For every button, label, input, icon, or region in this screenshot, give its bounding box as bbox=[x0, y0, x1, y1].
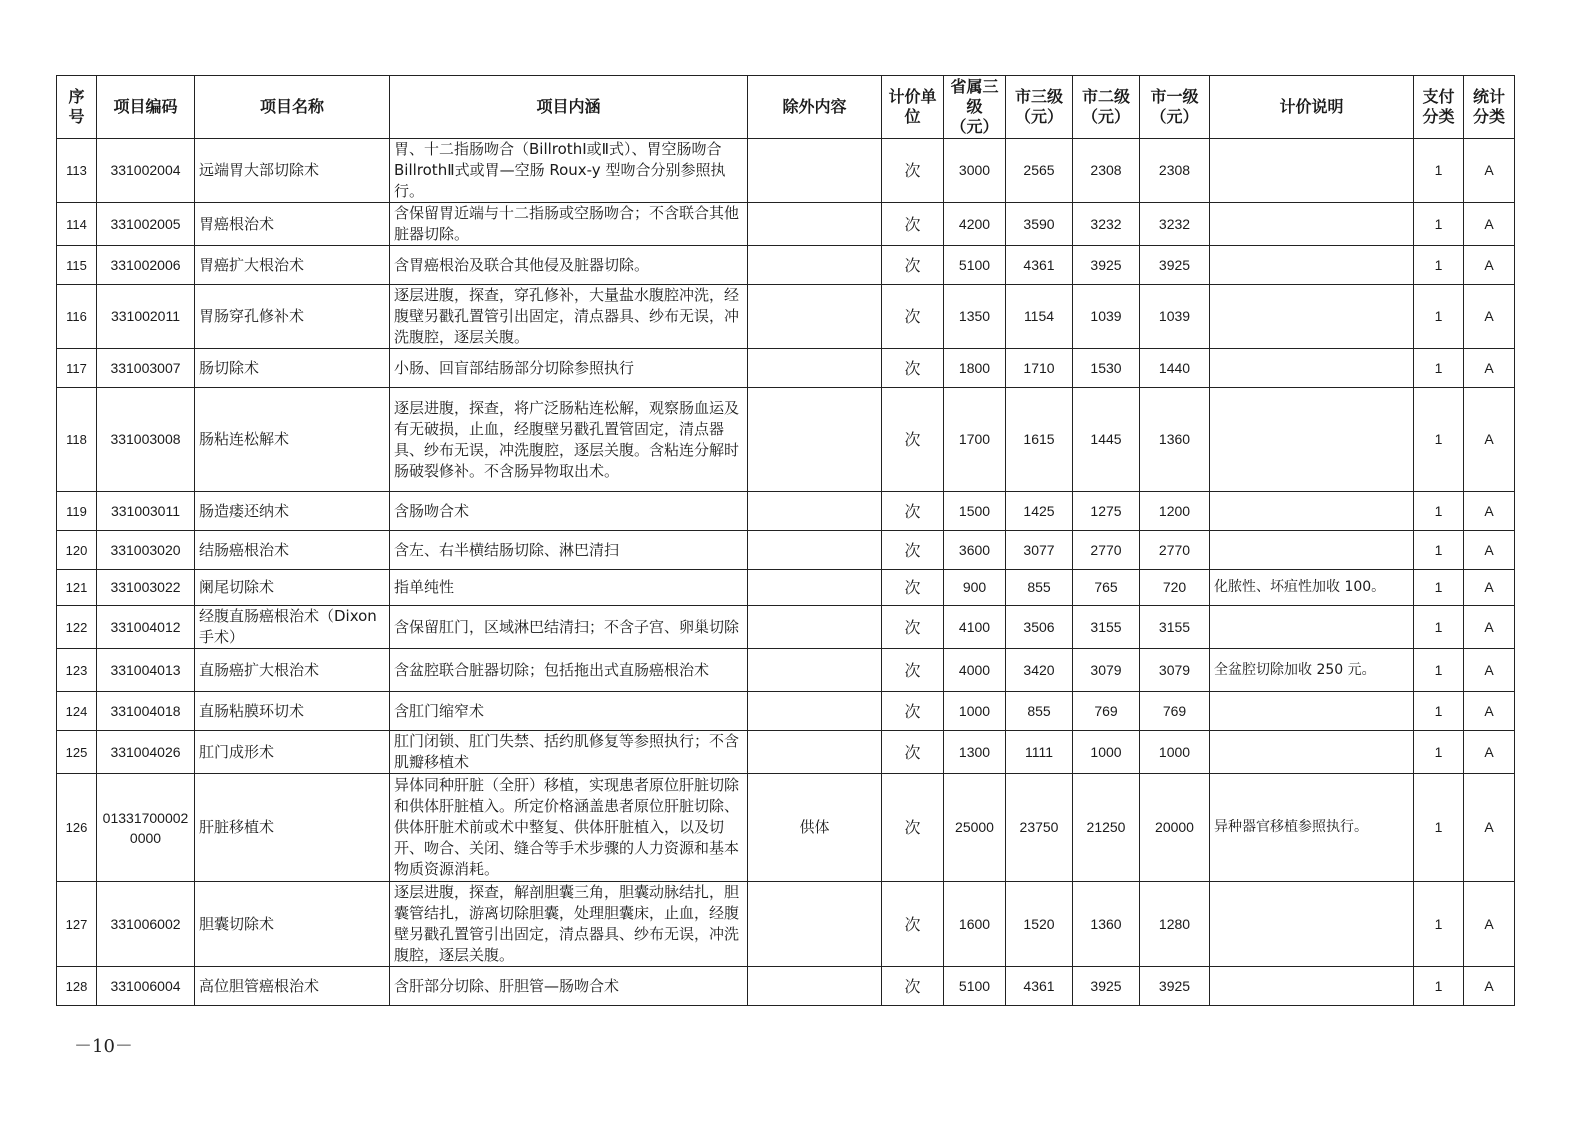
cell-seq: 128 bbox=[57, 967, 97, 1006]
cell-seq: 113 bbox=[57, 139, 97, 203]
cell-name: 肝脏移植术 bbox=[195, 774, 390, 882]
cell-pay: 1 bbox=[1414, 692, 1464, 731]
cell-code: 331004018 bbox=[97, 692, 195, 731]
cell-city2: 1039 bbox=[1073, 285, 1140, 349]
cell-content: 含保留肛门，区域淋巴结清扫；不含子宫、卵巢切除 bbox=[390, 606, 748, 649]
cell-name: 胃肠穿孔修补术 bbox=[195, 285, 390, 349]
cell-pay: 1 bbox=[1414, 349, 1464, 388]
cell-city3: 855 bbox=[1006, 692, 1073, 731]
cell-unit: 次 bbox=[882, 774, 944, 882]
cell-name: 肛门成形术 bbox=[195, 731, 390, 774]
cell-seq: 115 bbox=[57, 246, 97, 285]
cell-content: 含肠吻合术 bbox=[390, 492, 748, 531]
cell-seq: 118 bbox=[57, 388, 97, 492]
header-code: 项目编码 bbox=[97, 76, 195, 139]
cell-city2: 3079 bbox=[1073, 649, 1140, 692]
cell-excluded bbox=[748, 531, 882, 570]
cell-excluded bbox=[748, 649, 882, 692]
cell-note: 异种器官移植参照执行。 bbox=[1210, 774, 1414, 882]
cell-stat: A bbox=[1464, 203, 1515, 246]
cell-note bbox=[1210, 246, 1414, 285]
cell-unit: 次 bbox=[882, 246, 944, 285]
cell-unit: 次 bbox=[882, 492, 944, 531]
cell-seq: 119 bbox=[57, 492, 97, 531]
cell-note bbox=[1210, 139, 1414, 203]
cell-city1: 3232 bbox=[1140, 203, 1210, 246]
cell-name: 肠造瘘还纳术 bbox=[195, 492, 390, 531]
cell-prov3: 4100 bbox=[944, 606, 1006, 649]
cell-city2: 3925 bbox=[1073, 246, 1140, 285]
cell-pay: 1 bbox=[1414, 531, 1464, 570]
cell-note: 化脓性、坏疽性加收 100。 bbox=[1210, 570, 1414, 606]
cell-pay: 1 bbox=[1414, 882, 1464, 967]
cell-code: 331003022 bbox=[97, 570, 195, 606]
cell-content: 指单纯性 bbox=[390, 570, 748, 606]
cell-seq: 114 bbox=[57, 203, 97, 246]
cell-prov3: 1000 bbox=[944, 692, 1006, 731]
cell-content: 逐层进腹，探查，解剖胆囊三角，胆囊动脉结扎，胆囊管结扎，游离切除胆囊，处理胆囊床，止血，经腹壁另戳孔置管引出固定，清点器具、纱布无误，冲洗腹腔，逐层关腹。 bbox=[390, 882, 748, 967]
table-row bbox=[57, 246, 1515, 285]
cell-code: 331003008 bbox=[97, 388, 195, 492]
cell-prov3: 1700 bbox=[944, 388, 1006, 492]
cell-name: 结肠癌根治术 bbox=[195, 531, 390, 570]
cell-city3: 3077 bbox=[1006, 531, 1073, 570]
cell-code: 331002005 bbox=[97, 203, 195, 246]
page-number: －10－ bbox=[74, 1036, 133, 1057]
cell-stat: A bbox=[1464, 531, 1515, 570]
header-name: 项目名称 bbox=[195, 76, 390, 139]
cell-note bbox=[1210, 882, 1414, 967]
table-body bbox=[57, 139, 1515, 1006]
cell-city1: 769 bbox=[1140, 692, 1210, 731]
cell-note bbox=[1210, 203, 1414, 246]
cell-prov3: 3000 bbox=[944, 139, 1006, 203]
cell-unit: 次 bbox=[882, 570, 944, 606]
cell-code: 331006002 bbox=[97, 882, 195, 967]
cell-content: 小肠、回盲部结肠部分切除参照执行 bbox=[390, 349, 748, 388]
cell-stat: A bbox=[1464, 285, 1515, 349]
cell-excluded bbox=[748, 492, 882, 531]
table-header bbox=[57, 76, 1515, 139]
cell-prov3: 4000 bbox=[944, 649, 1006, 692]
table-row bbox=[57, 531, 1515, 570]
table-row bbox=[57, 649, 1515, 692]
cell-note bbox=[1210, 388, 1414, 492]
cell-seq: 124 bbox=[57, 692, 97, 731]
cell-city2: 3925 bbox=[1073, 967, 1140, 1006]
cell-city1: 3079 bbox=[1140, 649, 1210, 692]
cell-prov3: 1600 bbox=[944, 882, 1006, 967]
cell-stat: A bbox=[1464, 649, 1515, 692]
table-row bbox=[57, 774, 1515, 882]
cell-name: 高位胆管癌根治术 bbox=[195, 967, 390, 1006]
cell-excluded bbox=[748, 203, 882, 246]
cell-city1: 1039 bbox=[1140, 285, 1210, 349]
cell-pay: 1 bbox=[1414, 246, 1464, 285]
header-excluded: 除外内容 bbox=[748, 76, 882, 139]
cell-seq: 116 bbox=[57, 285, 97, 349]
cell-content: 异体同种肝脏（全肝）移植，实现患者原位肝脏切除和供体肝脏植入。所定价格涵盖患者原位肝脏切除、供体肝脏术前或术中整复、供体肝脏植入，以及切开、吻合、关闭、缝合等手术步骤的人力资源和基本物质资源消耗。 bbox=[390, 774, 748, 882]
cell-city3: 3506 bbox=[1006, 606, 1073, 649]
table-row bbox=[57, 882, 1515, 967]
cell-unit: 次 bbox=[882, 731, 944, 774]
cell-prov3: 25000 bbox=[944, 774, 1006, 882]
cell-city3: 1111 bbox=[1006, 731, 1073, 774]
cell-excluded bbox=[748, 139, 882, 203]
table-row bbox=[57, 692, 1515, 731]
cell-pay: 1 bbox=[1414, 731, 1464, 774]
cell-content: 含左、右半横结肠切除、淋巴清扫 bbox=[390, 531, 748, 570]
cell-city2: 2770 bbox=[1073, 531, 1140, 570]
cell-unit: 次 bbox=[882, 285, 944, 349]
cell-prov3: 1350 bbox=[944, 285, 1006, 349]
header-stat: 统计分类 bbox=[1464, 76, 1515, 139]
cell-pay: 1 bbox=[1414, 649, 1464, 692]
cell-prov3: 1800 bbox=[944, 349, 1006, 388]
header-prov3: 省属三级（元） bbox=[944, 76, 1006, 139]
cell-city3: 1425 bbox=[1006, 492, 1073, 531]
cell-content: 逐层进腹，探查，穿孔修补，大量盐水腹腔冲洗，经腹壁另戳孔置管引出固定，清点器具、纱布无误，冲洗腹腔，逐层关腹。 bbox=[390, 285, 748, 349]
cell-prov3: 3600 bbox=[944, 531, 1006, 570]
cell-note bbox=[1210, 492, 1414, 531]
cell-city2: 3155 bbox=[1073, 606, 1140, 649]
cell-city1: 1200 bbox=[1140, 492, 1210, 531]
cell-note bbox=[1210, 731, 1414, 774]
cell-city1: 3925 bbox=[1140, 246, 1210, 285]
cell-pay: 1 bbox=[1414, 492, 1464, 531]
header-city3: 市三级（元） bbox=[1006, 76, 1073, 139]
cell-note bbox=[1210, 967, 1414, 1006]
cell-code: 331002004 bbox=[97, 139, 195, 203]
cell-name: 胃癌扩大根治术 bbox=[195, 246, 390, 285]
cell-stat: A bbox=[1464, 731, 1515, 774]
cell-note bbox=[1210, 349, 1414, 388]
cell-excluded bbox=[748, 692, 882, 731]
table-row bbox=[57, 570, 1515, 606]
cell-content: 肛门闭锁、肛门失禁、括约肌修复等参照执行；不含肌瓣移植术 bbox=[390, 731, 748, 774]
cell-stat: A bbox=[1464, 492, 1515, 531]
cell-city1: 720 bbox=[1140, 570, 1210, 606]
cell-city1: 1280 bbox=[1140, 882, 1210, 967]
cell-city3: 3420 bbox=[1006, 649, 1073, 692]
cell-code: 013317000020000 bbox=[97, 774, 195, 882]
cell-city1: 2770 bbox=[1140, 531, 1210, 570]
cell-unit: 次 bbox=[882, 692, 944, 731]
cell-code: 331003020 bbox=[97, 531, 195, 570]
cell-unit: 次 bbox=[882, 139, 944, 203]
table-row bbox=[57, 388, 1515, 492]
table-row bbox=[57, 139, 1515, 203]
cell-unit: 次 bbox=[882, 882, 944, 967]
cell-note: 全盆腔切除加收 250 元。 bbox=[1210, 649, 1414, 692]
cell-content: 含保留胃近端与十二指肠或空肠吻合；不含联合其他脏器切除。 bbox=[390, 203, 748, 246]
cell-seq: 125 bbox=[57, 731, 97, 774]
cell-city2: 765 bbox=[1073, 570, 1140, 606]
table-row bbox=[57, 967, 1515, 1006]
cell-prov3: 5100 bbox=[944, 967, 1006, 1006]
cell-unit: 次 bbox=[882, 388, 944, 492]
cell-seq: 127 bbox=[57, 882, 97, 967]
cell-excluded bbox=[748, 388, 882, 492]
cell-excluded bbox=[748, 246, 882, 285]
header-city1: 市一级（元） bbox=[1140, 76, 1210, 139]
cell-pay: 1 bbox=[1414, 203, 1464, 246]
cell-prov3: 900 bbox=[944, 570, 1006, 606]
cell-excluded bbox=[748, 882, 882, 967]
header-pay: 支付分类 bbox=[1414, 76, 1464, 139]
cell-seq: 121 bbox=[57, 570, 97, 606]
cell-content: 含盆腔联合脏器切除；包括拖出式直肠癌根治术 bbox=[390, 649, 748, 692]
cell-seq: 126 bbox=[57, 774, 97, 882]
cell-city3: 3590 bbox=[1006, 203, 1073, 246]
cell-seq: 120 bbox=[57, 531, 97, 570]
header-city2: 市二级（元） bbox=[1073, 76, 1140, 139]
cell-prov3: 5100 bbox=[944, 246, 1006, 285]
cell-name: 直肠癌扩大根治术 bbox=[195, 649, 390, 692]
cell-content: 胃、十二指肠吻合（BillrothⅠ或Ⅱ式）、胃空肠吻合 BillrothⅡ式或胃—空肠 Roux-y 型吻合分别参照执行。 bbox=[390, 139, 748, 203]
table-row bbox=[57, 203, 1515, 246]
cell-excluded bbox=[748, 349, 882, 388]
cell-name: 胃癌根治术 bbox=[195, 203, 390, 246]
cell-stat: A bbox=[1464, 967, 1515, 1006]
cell-excluded: 供体 bbox=[748, 774, 882, 882]
cell-unit: 次 bbox=[882, 967, 944, 1006]
cell-pay: 1 bbox=[1414, 570, 1464, 606]
cell-pay: 1 bbox=[1414, 967, 1464, 1006]
cell-name: 肠切除术 bbox=[195, 349, 390, 388]
cell-pay: 1 bbox=[1414, 388, 1464, 492]
cell-note bbox=[1210, 285, 1414, 349]
table-row bbox=[57, 492, 1515, 531]
cell-city2: 3232 bbox=[1073, 203, 1140, 246]
cell-city3: 4361 bbox=[1006, 246, 1073, 285]
cell-city1: 1000 bbox=[1140, 731, 1210, 774]
cell-excluded bbox=[748, 967, 882, 1006]
table-row bbox=[57, 285, 1515, 349]
cell-prov3: 4200 bbox=[944, 203, 1006, 246]
cell-prov3: 1300 bbox=[944, 731, 1006, 774]
cell-unit: 次 bbox=[882, 531, 944, 570]
cell-code: 331004026 bbox=[97, 731, 195, 774]
cell-city1: 1360 bbox=[1140, 388, 1210, 492]
cell-city2: 1530 bbox=[1073, 349, 1140, 388]
cell-city3: 2565 bbox=[1006, 139, 1073, 203]
cell-city1: 3155 bbox=[1140, 606, 1210, 649]
cell-city2: 1275 bbox=[1073, 492, 1140, 531]
cell-city1: 2308 bbox=[1140, 139, 1210, 203]
cell-name: 经腹直肠癌根治术（Dixon 手术） bbox=[195, 606, 390, 649]
cell-city2: 1360 bbox=[1073, 882, 1140, 967]
cell-pay: 1 bbox=[1414, 606, 1464, 649]
cell-content: 含肝部分切除、肝胆管—肠吻合术 bbox=[390, 967, 748, 1006]
cell-name: 远端胃大部切除术 bbox=[195, 139, 390, 203]
cell-stat: A bbox=[1464, 882, 1515, 967]
cell-note bbox=[1210, 606, 1414, 649]
cell-unit: 次 bbox=[882, 606, 944, 649]
cell-city3: 1154 bbox=[1006, 285, 1073, 349]
cell-prov3: 1500 bbox=[944, 492, 1006, 531]
cell-code: 331002011 bbox=[97, 285, 195, 349]
cell-excluded bbox=[748, 570, 882, 606]
cell-name: 胆囊切除术 bbox=[195, 882, 390, 967]
cell-excluded bbox=[748, 606, 882, 649]
cell-stat: A bbox=[1464, 774, 1515, 882]
table-row bbox=[57, 606, 1515, 649]
cell-unit: 次 bbox=[882, 649, 944, 692]
cell-city3: 1520 bbox=[1006, 882, 1073, 967]
price-table bbox=[56, 75, 1515, 1006]
cell-pay: 1 bbox=[1414, 139, 1464, 203]
header-content: 项目内涵 bbox=[390, 76, 748, 139]
cell-content: 逐层进腹，探查，将广泛肠粘连松解，观察肠血运及有无破损，止血，经腹壁另戳孔置管固定，清点器具、纱布无误，冲洗腹腔，逐层关腹。含粘连分解时肠破裂修补。不含肠异物取出术。 bbox=[390, 388, 748, 492]
cell-content: 含胃癌根治及联合其他侵及脏器切除。 bbox=[390, 246, 748, 285]
cell-city1: 3925 bbox=[1140, 967, 1210, 1006]
header-seq: 序号 bbox=[57, 76, 97, 139]
cell-city2: 1000 bbox=[1073, 731, 1140, 774]
cell-city3: 23750 bbox=[1006, 774, 1073, 882]
cell-stat: A bbox=[1464, 570, 1515, 606]
cell-stat: A bbox=[1464, 246, 1515, 285]
cell-code: 331004012 bbox=[97, 606, 195, 649]
cell-note bbox=[1210, 692, 1414, 731]
table-row bbox=[57, 349, 1515, 388]
cell-pay: 1 bbox=[1414, 285, 1464, 349]
cell-note bbox=[1210, 531, 1414, 570]
cell-excluded bbox=[748, 731, 882, 774]
header-note: 计价说明 bbox=[1210, 76, 1414, 139]
cell-city1: 1440 bbox=[1140, 349, 1210, 388]
cell-city2: 2308 bbox=[1073, 139, 1140, 203]
cell-city3: 1710 bbox=[1006, 349, 1073, 388]
cell-name: 阑尾切除术 bbox=[195, 570, 390, 606]
cell-city2: 769 bbox=[1073, 692, 1140, 731]
cell-code: 331003007 bbox=[97, 349, 195, 388]
header-unit: 计价单位 bbox=[882, 76, 944, 139]
cell-name: 直肠粘膜环切术 bbox=[195, 692, 390, 731]
cell-code: 331003011 bbox=[97, 492, 195, 531]
cell-name: 肠粘连松解术 bbox=[195, 388, 390, 492]
cell-excluded bbox=[748, 285, 882, 349]
cell-seq: 122 bbox=[57, 606, 97, 649]
cell-city3: 855 bbox=[1006, 570, 1073, 606]
cell-city1: 20000 bbox=[1140, 774, 1210, 882]
header-row bbox=[57, 76, 1515, 139]
cell-code: 331002006 bbox=[97, 246, 195, 285]
cell-code: 331004013 bbox=[97, 649, 195, 692]
table-row bbox=[57, 731, 1515, 774]
cell-code: 331006004 bbox=[97, 967, 195, 1006]
cell-unit: 次 bbox=[882, 203, 944, 246]
cell-stat: A bbox=[1464, 692, 1515, 731]
cell-city2: 1445 bbox=[1073, 388, 1140, 492]
cell-city3: 4361 bbox=[1006, 967, 1073, 1006]
cell-stat: A bbox=[1464, 606, 1515, 649]
cell-stat: A bbox=[1464, 139, 1515, 203]
cell-pay: 1 bbox=[1414, 774, 1464, 882]
cell-seq: 123 bbox=[57, 649, 97, 692]
cell-stat: A bbox=[1464, 388, 1515, 492]
cell-seq: 117 bbox=[57, 349, 97, 388]
cell-content: 含肛门缩窄术 bbox=[390, 692, 748, 731]
cell-city3: 1615 bbox=[1006, 388, 1073, 492]
cell-stat: A bbox=[1464, 349, 1515, 388]
cell-city2: 21250 bbox=[1073, 774, 1140, 882]
cell-unit: 次 bbox=[882, 349, 944, 388]
